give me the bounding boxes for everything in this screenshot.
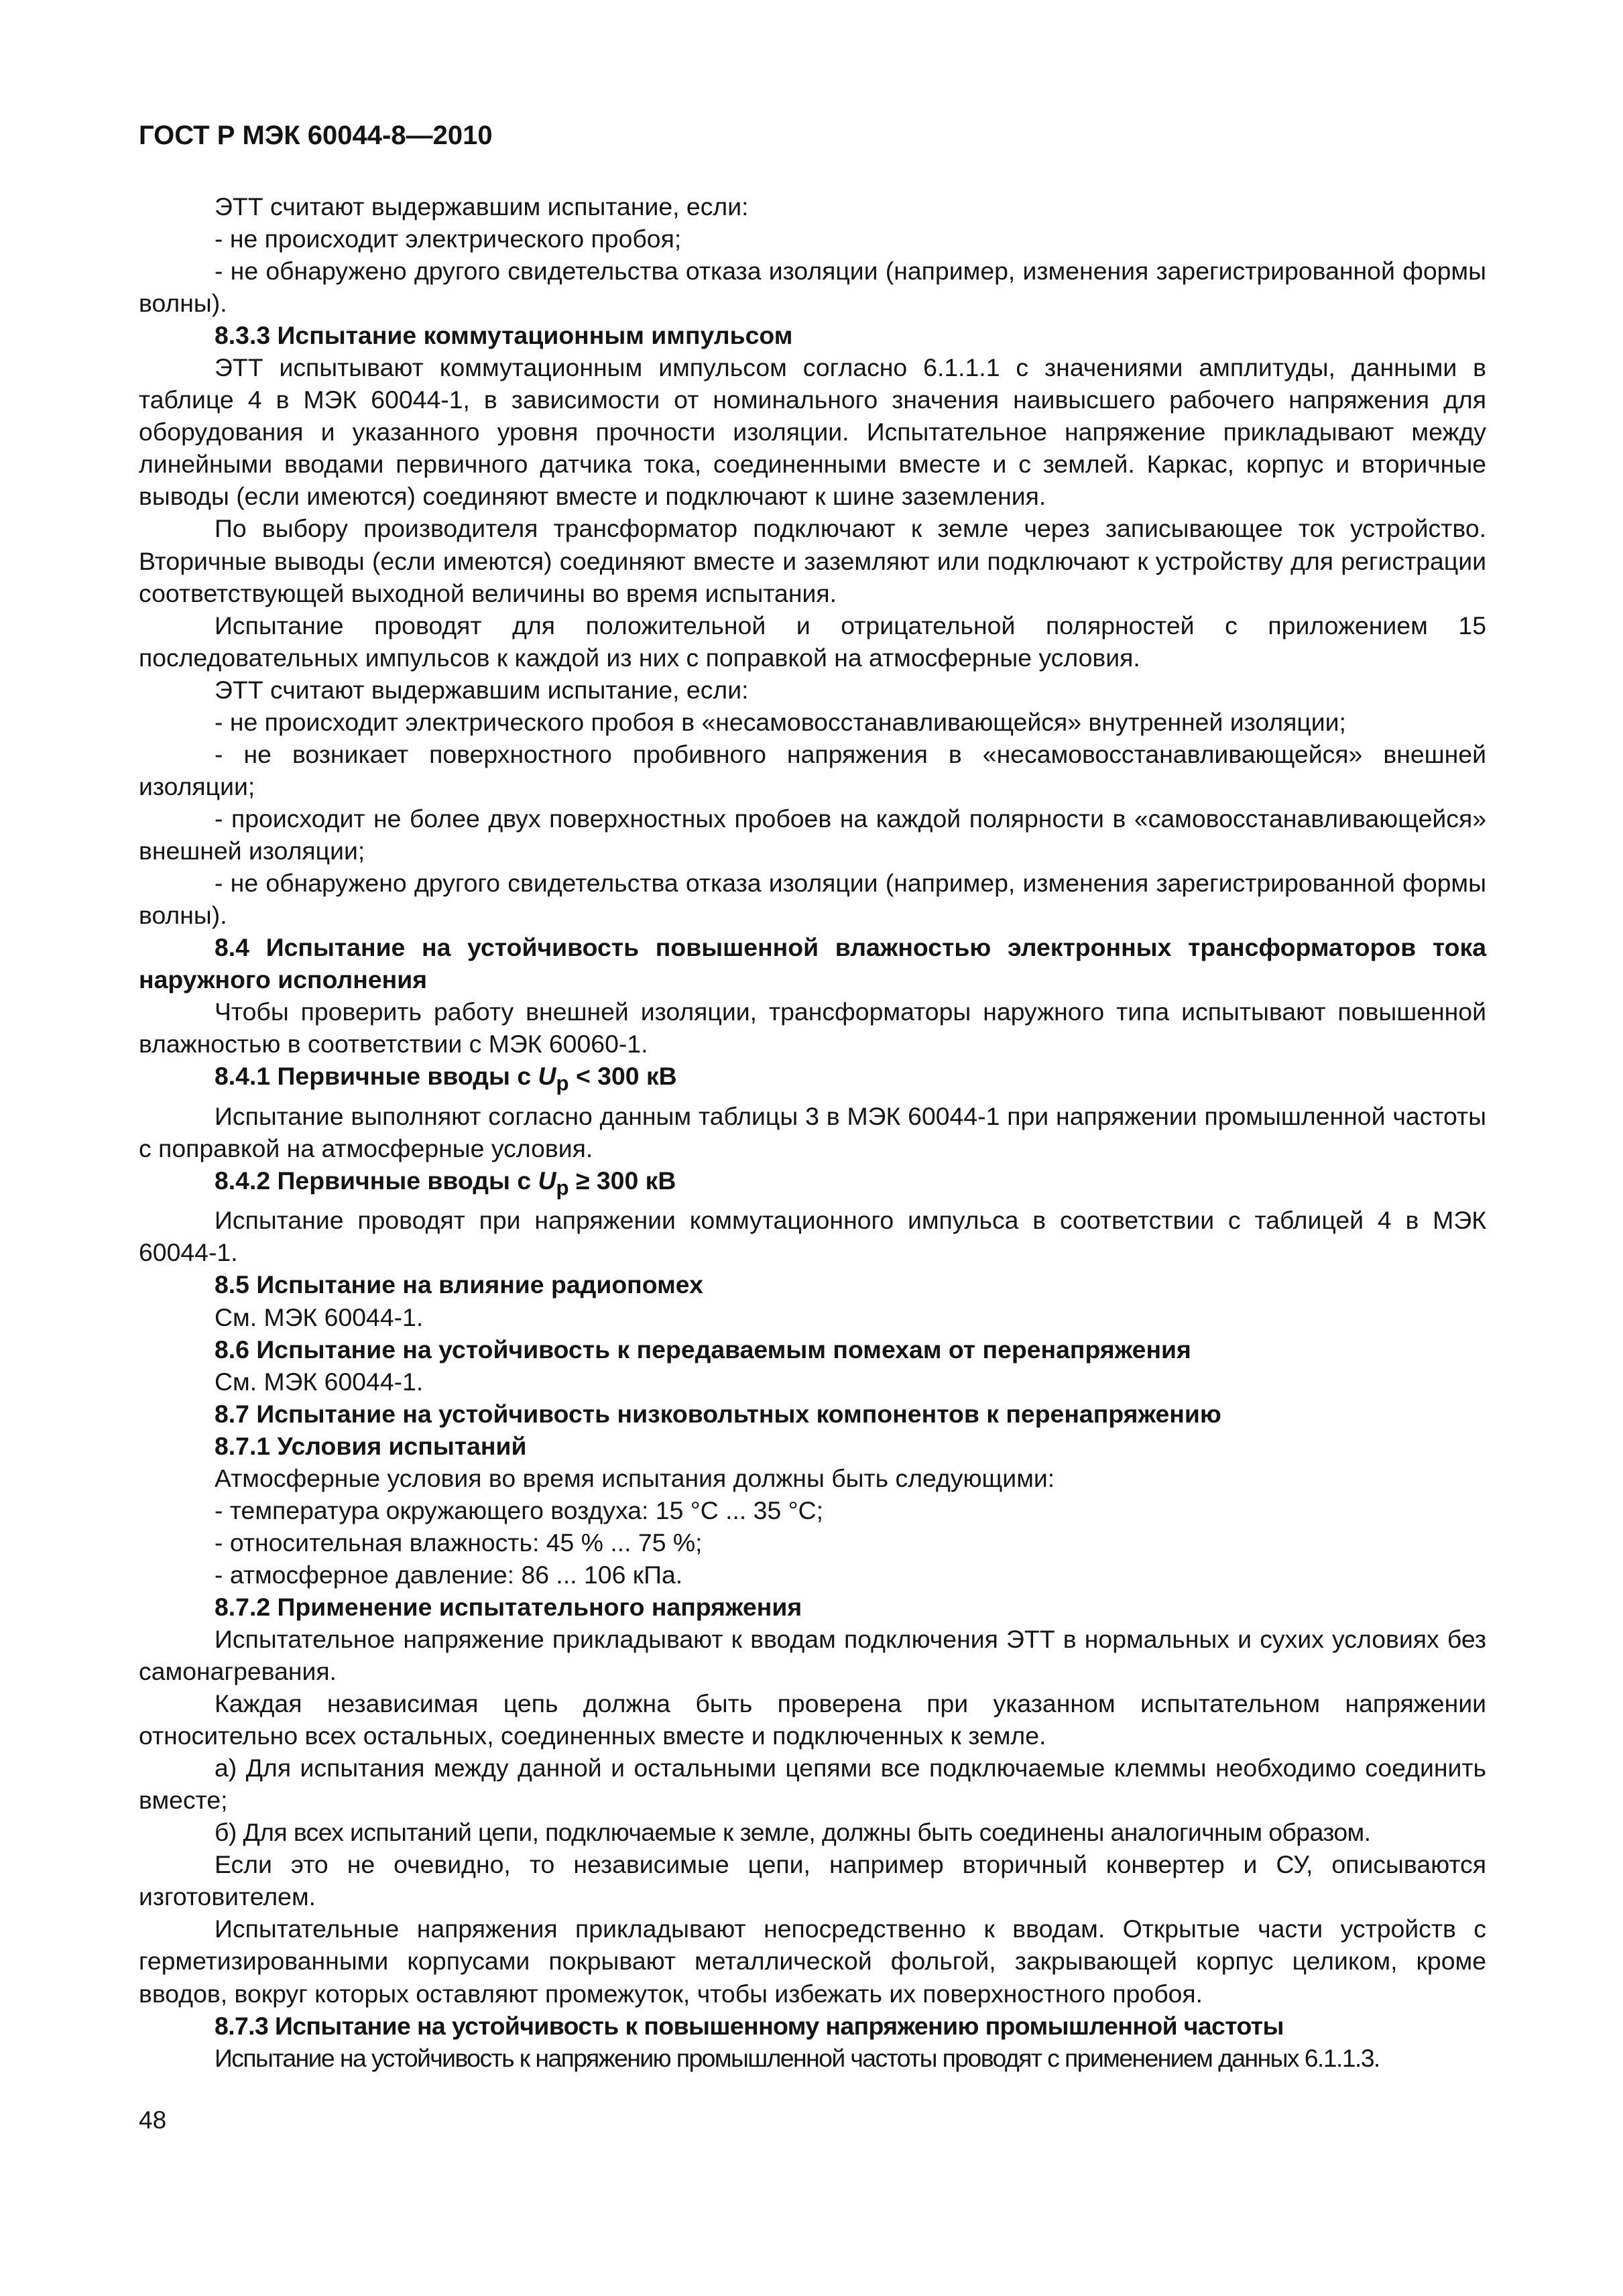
- paragraph: Каждая независимая цепь должна быть проверена при указанном испытательном напряжении относительно всех остальных, соединенных вместе и подключенных к земле.: [139, 1689, 1486, 1750]
- paragraph: ЭТТ испытывают коммутационным импульсом согласно 6.1.1.1 с значениями амплитуды, данными в таблице 4 в МЭК 60044-1, в зависимости от номинального значения наивысшего рабочего напряжения для оборудования и указанного уровня прочности изоляции. Испытательное напряжение прикладывают между линейными вводами первичного датчика тока, соединенными вместе и с землей. Каркас, корпус и вторичные выводы (если имеются) соединяют вместе и подключают к шине заземления.: [139, 353, 1486, 511]
- paragraph: Испытание проводят при напряжении коммутационного импульса в соответствии с таблицей 4 в МЭК 60044-1.: [139, 1206, 1486, 1267]
- paragraph: Если это не очевидно, то независимые цепи, например вторичный конвертер и СУ, описываются изготовителем.: [139, 1850, 1486, 1911]
- list-item: б) Для всех испытаний цепи, подключаемые к земле, должны быть соединены аналогичным образом.: [215, 1818, 1371, 1847]
- paragraph: Испытание выполняют согласно данным таблицы 3 в МЭК 60044-1 при напряжении промышленной частоты с поправкой на атмосферные условия.: [139, 1101, 1486, 1162]
- list-item: - относительная влажность: 45 % ... 75 %;: [215, 1528, 703, 1557]
- section-heading-8-5: 8.5 Испытание на влияние радиопомех: [215, 1270, 703, 1299]
- heading-text: 8.4.1 Первичные вводы с: [215, 1062, 538, 1091]
- paragraph: Испытательные напряжения прикладывают непосредственно к вводам. Открытые части устройств с герметизированными корпусами покрывают металлической фольгой, закрывающей корпус целиком, кроме вводов, вокруг которых оставляют промежуток, чтобы избежать их поверхностного пробоя.: [139, 1915, 1486, 2008]
- paragraph: ЭТТ считают выдержавшим испытание, если:: [215, 192, 749, 221]
- paragraph: По выбору производителя трансформатор подключают к земле через записывающее ток устройство. Вторичные выводы (если имеются) соединяют вместе и заземляют или подключают к устройству для регистрации соответствующей выходной величины во время испытания.: [139, 514, 1486, 607]
- section-heading-8-7: 8.7 Испытание на устойчивость низковольтных компонентов к перенапряжению: [215, 1399, 1221, 1428]
- list-item: - не происходит электрического пробоя в «несамовосстанавливающейся» внутренней изоляции;: [215, 707, 1346, 736]
- paragraph: Чтобы проверить работу внешней изоляции, трансформаторы наружного типа испытывают повышенной влажностью в соответствии с МЭК 60060-1.: [139, 998, 1486, 1059]
- paragraph: См. МЭК 60044-1.: [215, 1367, 424, 1396]
- heading-text: < 300 кВ: [568, 1062, 677, 1091]
- paragraph: ЭТТ считают выдержавшим испытание, если:: [215, 675, 749, 704]
- section-heading-8-7-3: 8.7.3 Испытание на устойчивость к повышенному напряжению промышленной частоты: [215, 2011, 1284, 2040]
- document-header: ГОСТ Р МЭК 60044-8—2010: [139, 121, 493, 150]
- section-heading-8-7-2: 8.7.2 Применение испытательного напряжения: [215, 1592, 802, 1621]
- voltage-symbol: U: [538, 1062, 556, 1091]
- section-heading-8-7-1: 8.7.1 Условия испытаний: [215, 1431, 527, 1460]
- list-item: а) Для испытания между данной и остальными цепями все подключаемые клеммы необходимо соединить вместе;: [139, 1754, 1486, 1815]
- heading-text: ≥ 300 кВ: [568, 1166, 676, 1195]
- list-item: - происходит не более двух поверхностных пробоев на каждой полярности в «самовосстанавливающейся» внешней изоляции;: [139, 804, 1486, 865]
- document-body: [139, 190, 1486, 2074]
- list-item: - не возникает поверхностного пробивного напряжения в «несамовосстанавливающейся» внешней изоляции;: [139, 739, 1486, 800]
- heading-text: 8.4.2 Первичные вводы с: [215, 1166, 538, 1195]
- paragraph: Испытание на устойчивость к напряжению промышленной частоты проводят с применением данных 6.1.1.3.: [215, 2043, 1380, 2072]
- paragraph: Атмосферные условия во время испытания должны быть следующими:: [215, 1463, 1055, 1492]
- section-heading-8-4-2: [139, 1164, 1486, 1205]
- section-heading-8-6: 8.6 Испытание на устойчивость к передаваемым помехам от перенапряжения: [215, 1335, 1191, 1364]
- list-item: - температура окружающего воздуха: 15 °С ... 35 °С;: [215, 1496, 823, 1524]
- section-heading-8-3-3: 8.3.3 Испытание коммутационным импульсом: [215, 321, 793, 350]
- section-heading-8-4: 8.4 Испытание на устойчивость повышенной влажностью электронных трансформаторов тока наружного исполнения: [139, 933, 1486, 994]
- paragraph: Испытание проводят для положительной и отрицательной полярностей с приложением 15 последовательных импульсов к каждой из них с поправкой на атмосферные условия.: [139, 611, 1486, 672]
- paragraph: Испытательное напряжение прикладывают к вводам подключения ЭТТ в нормальных и сухих условиях без самонагревания.: [139, 1625, 1486, 1686]
- voltage-subscript: p: [556, 1071, 569, 1095]
- list-item: - не обнаружено другого свидетельства отказа изоляции (например, изменения зарегистрированной формы волны).: [139, 257, 1486, 318]
- list-item: - атмосферное давление: 86 ... 106 кПа.: [215, 1560, 683, 1589]
- voltage-symbol: U: [538, 1166, 556, 1195]
- list-item: - не обнаружено другого свидетельства отказа изоляции (например, изменения зарегистрированной формы волны).: [139, 868, 1486, 930]
- page-number: 48: [139, 2106, 167, 2134]
- section-heading-8-4-1: [139, 1060, 1486, 1100]
- voltage-subscript: p: [556, 1176, 569, 1200]
- list-item: - не происходит электрического пробоя;: [215, 225, 682, 253]
- paragraph: См. МЭК 60044-1.: [215, 1303, 424, 1331]
